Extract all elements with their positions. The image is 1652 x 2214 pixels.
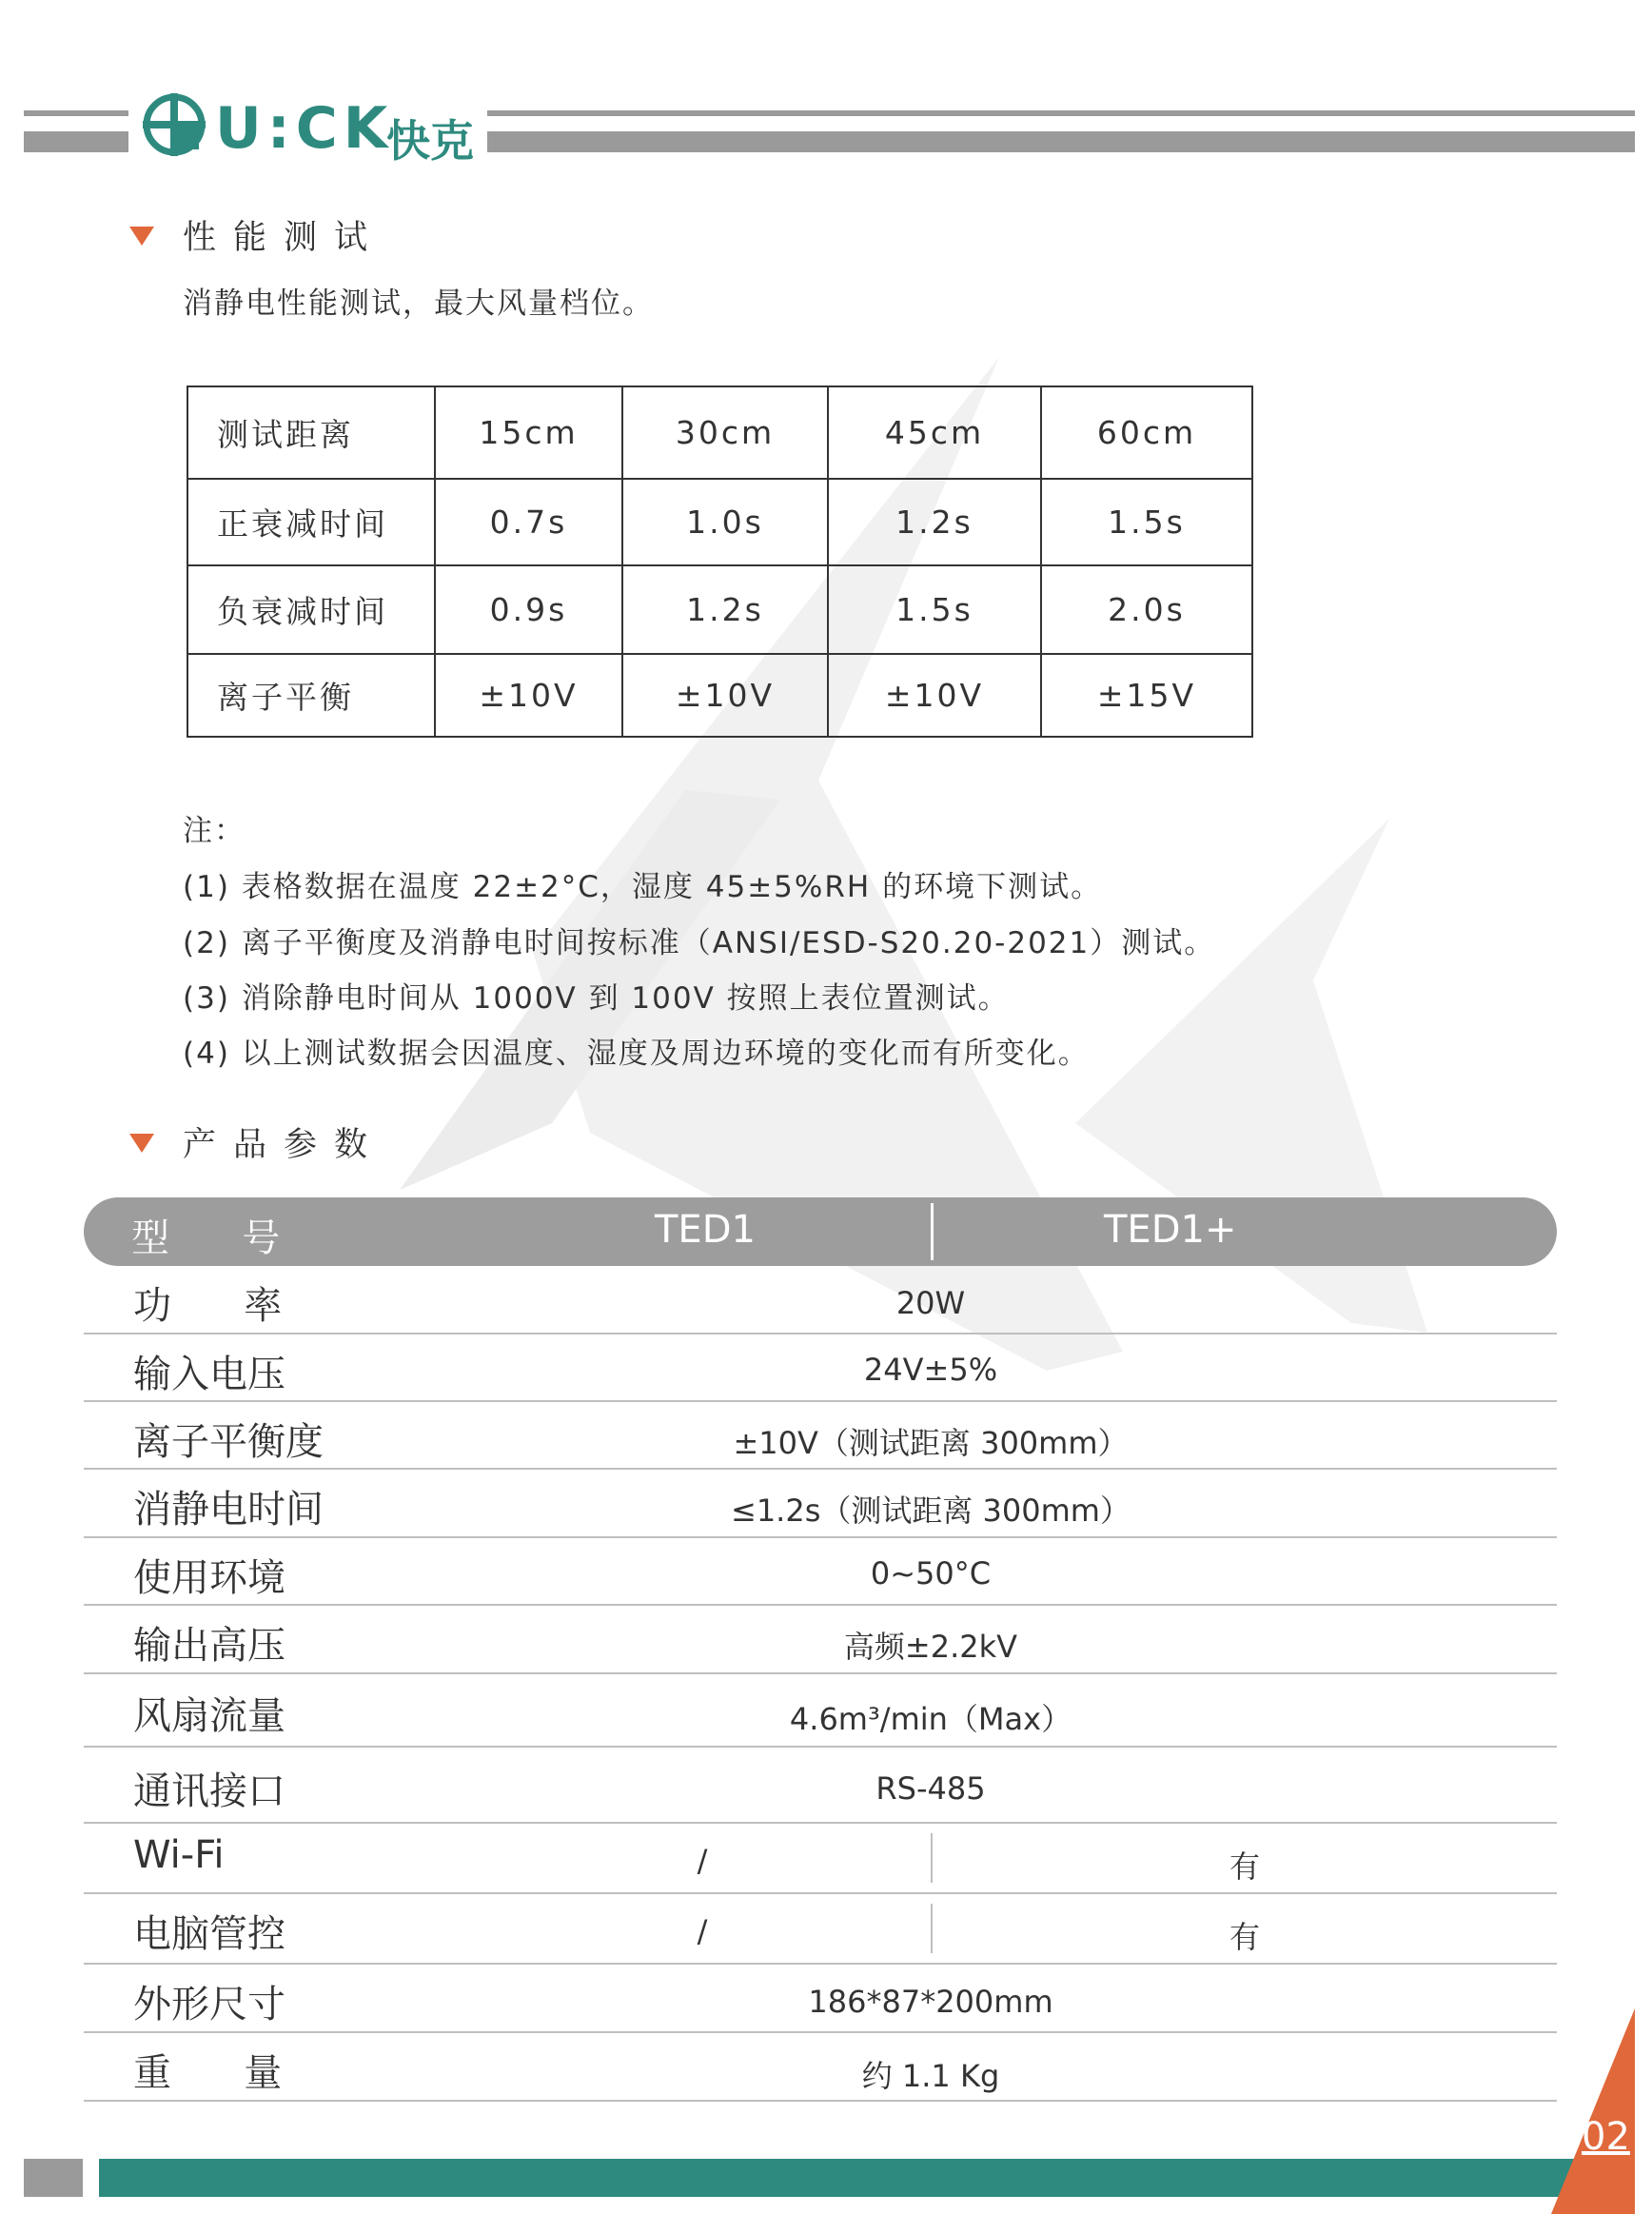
table-cell: 1.5s bbox=[1041, 479, 1252, 565]
spec-label: 风扇流量 bbox=[133, 1694, 285, 1738]
params-section-title: 产品参数 bbox=[183, 1126, 385, 1164]
spec-value: 0~50°C bbox=[870, 1555, 992, 1591]
spec-label: Wi-Fi bbox=[133, 1833, 225, 1877]
logo-chinese: 快克 bbox=[386, 115, 474, 167]
spec-value-model2: 有 bbox=[1229, 1848, 1260, 1885]
table-cell: 45cm bbox=[828, 386, 1041, 479]
table-cell: 0.7s bbox=[435, 479, 622, 565]
table-cell: 0.9s bbox=[435, 565, 622, 654]
header-bar-right-top bbox=[487, 110, 1635, 116]
spec-value: ≤1.2s（测试距离 300mm） bbox=[731, 1492, 1131, 1529]
logo-latin: U:CK bbox=[215, 95, 394, 162]
spec-value: 约 1.1 Kg bbox=[861, 2058, 1000, 2094]
params-header-model1: TED1 bbox=[655, 1208, 756, 1252]
spec-row-wifi bbox=[84, 1824, 1557, 1894]
header-divider bbox=[931, 1203, 934, 1260]
spec-label: 电脑管控 bbox=[133, 1912, 285, 1956]
spec-row-dimensions bbox=[84, 1965, 1557, 2033]
spec-row-input-voltage bbox=[84, 1334, 1557, 1402]
note-line: (2) 离子平衡度及消静电时间按标准（ANSI/ESD-S20.20-2021）测试。 bbox=[183, 926, 1216, 960]
table-cell: 1.2s bbox=[622, 565, 828, 654]
header-bar-right-bottom bbox=[487, 131, 1635, 152]
note-line: (1) 表格数据在温度 22±2°C，湿度 45±5%RH 的环境下测试。 bbox=[183, 870, 1103, 904]
spec-value: ±10V（测试距离 300mm） bbox=[733, 1425, 1129, 1461]
section-marker-icon bbox=[129, 227, 154, 246]
logo-icon bbox=[141, 91, 207, 158]
spec-label: 重 量 bbox=[133, 2051, 283, 2095]
table-cell: 1.2s bbox=[828, 479, 1041, 565]
spec-value: 24V±5% bbox=[863, 1352, 998, 1388]
table-cell: ±10V bbox=[828, 654, 1041, 737]
spec-label: 离子平衡度 bbox=[133, 1420, 324, 1464]
header-bar-left-top bbox=[24, 110, 128, 116]
page-number: 02 bbox=[1582, 2115, 1630, 2159]
spec-row-fan-flow bbox=[84, 1674, 1557, 1748]
params-header-label: 型 号 bbox=[131, 1216, 281, 1260]
table-cell: 负衰减时间 bbox=[187, 565, 435, 654]
spec-label: 输出高压 bbox=[133, 1624, 285, 1668]
table-cell: 离子平衡 bbox=[187, 654, 435, 737]
spec-label: 通讯接口 bbox=[133, 1769, 285, 1813]
spec-label: 消静电时间 bbox=[133, 1488, 324, 1532]
spec-value: 高频±2.2kV bbox=[843, 1629, 1018, 1665]
note-line: (3) 消除静电时间从 1000V 到 100V 按照上表位置测试。 bbox=[183, 981, 1010, 1016]
table-cell: ±10V bbox=[622, 654, 828, 737]
table-cell: 15cm bbox=[435, 386, 622, 479]
table-row bbox=[187, 479, 1252, 565]
table-cell: ±15V bbox=[1041, 654, 1252, 737]
spec-value-model2: 有 bbox=[1229, 1919, 1260, 1955]
performance-section-title: 性能测试 bbox=[183, 219, 385, 257]
notes-title: 注： bbox=[183, 814, 246, 848]
spec-row-output-voltage bbox=[84, 1606, 1557, 1674]
params-header bbox=[84, 1197, 1557, 1266]
spec-label: 输入电压 bbox=[133, 1353, 285, 1396]
spec-row-interface bbox=[84, 1748, 1557, 1824]
spec-row-discharge-time bbox=[84, 1470, 1557, 1538]
table-cell: 1.5s bbox=[828, 565, 1041, 654]
table-cell: 2.0s bbox=[1041, 565, 1252, 654]
params-header-model2: TED1+ bbox=[1104, 1208, 1237, 1252]
table-row bbox=[187, 386, 1252, 479]
spec-value: 20W bbox=[895, 1285, 966, 1321]
spec-row-ion-balance bbox=[84, 1402, 1557, 1470]
spec-value: 186*87*200mm bbox=[808, 1984, 1053, 2020]
spec-row-environment bbox=[84, 1538, 1557, 1606]
spec-row-weight bbox=[84, 2033, 1557, 2102]
table-cell: 30cm bbox=[622, 386, 828, 479]
spec-value-model1: / bbox=[697, 1843, 708, 1879]
table-row bbox=[187, 565, 1252, 654]
spec-label: 使用环境 bbox=[133, 1556, 285, 1600]
spec-value-model1: / bbox=[697, 1913, 708, 1949]
section-marker-icon bbox=[129, 1134, 154, 1153]
table-cell: ±10V bbox=[435, 654, 622, 737]
spec-value: 4.6m³/min（Max） bbox=[789, 1701, 1072, 1737]
table-cell: 1.0s bbox=[622, 479, 828, 565]
table-cell: 60cm bbox=[1041, 386, 1252, 479]
spec-row-power bbox=[84, 1266, 1557, 1334]
spec-label: 外形尺寸 bbox=[133, 1983, 285, 2026]
performance-table bbox=[187, 385, 1253, 738]
spec-label: 功 率 bbox=[133, 1284, 283, 1328]
note-line: (4) 以上测试数据会因温度、湿度及周边环境的变化而有所变化。 bbox=[183, 1037, 1090, 1071]
table-cell: 测试距离 bbox=[187, 386, 435, 479]
spec-row-pc-control bbox=[84, 1894, 1557, 1965]
table-cell: 正衰减时间 bbox=[187, 479, 435, 565]
performance-intro: 消静电性能测试，最大风量档位。 bbox=[183, 287, 654, 321]
table-row bbox=[187, 654, 1252, 737]
spec-value: RS-485 bbox=[875, 1770, 986, 1807]
header-bar-left-bottom bbox=[24, 131, 128, 152]
